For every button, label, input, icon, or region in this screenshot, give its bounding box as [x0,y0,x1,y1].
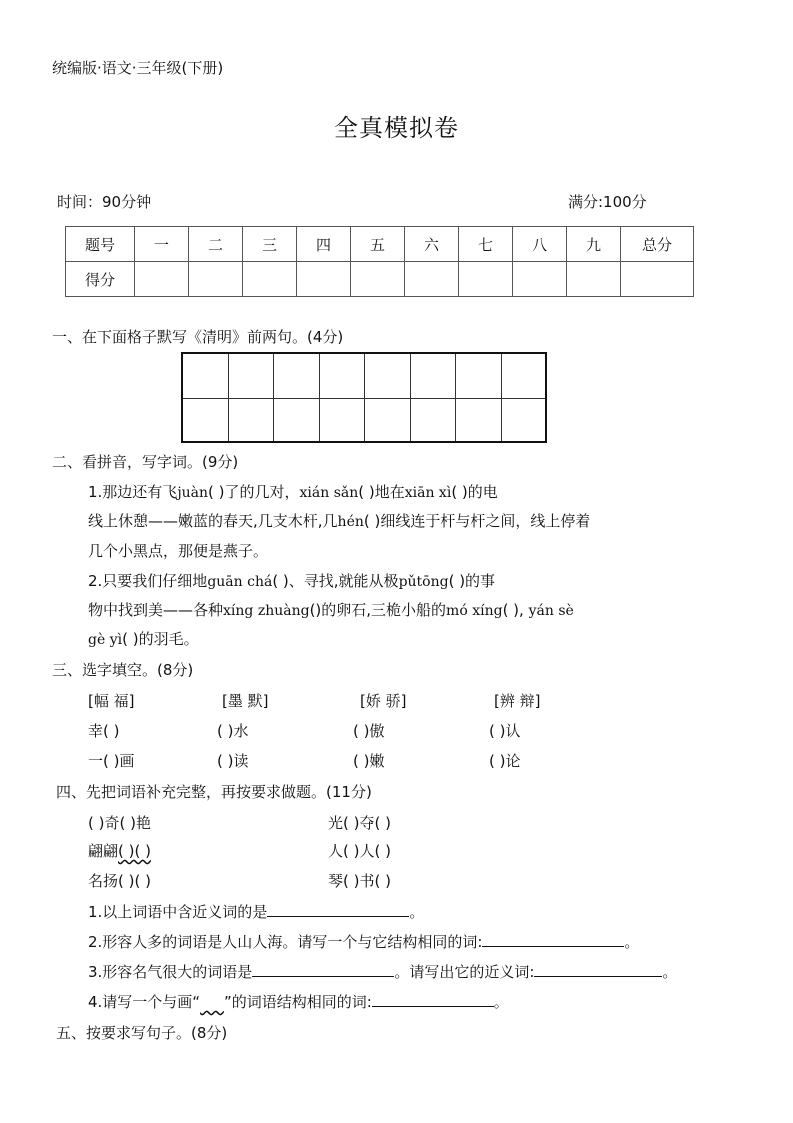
score-input-cell[interactable] [189,262,243,297]
text: 。请写出它的近义词: [394,963,535,981]
q2-passage-2-line-1 [88,570,495,591]
grid-divider [319,354,320,441]
score-input-cell[interactable] [621,262,694,297]
q3-blank[interactable]: ( )认 [489,722,521,740]
score-cell: 三 [243,227,297,262]
score-table-score-row [66,262,694,297]
score-table [65,226,694,297]
score-input-cell[interactable] [513,262,567,297]
score-cell: 九 [567,227,621,262]
pinyin: juàn [177,485,209,501]
text: 物中找到美——各种 [88,601,224,619]
answer-blank[interactable]: ( )的羽毛。 [122,630,199,648]
text: 。 [662,963,678,981]
text: 。 [409,903,425,921]
pinyin: xián sǎn [299,485,359,501]
writing-grid[interactable] [181,352,547,443]
q2-passage-1-line-1 [88,481,498,502]
q4-subquestion-4 [88,991,509,1012]
question-1-title: 一、在下面格子默写《清明》前两句。(4分) [52,328,344,346]
question-2-title: 二、看拼音，写字词。(9分) [52,453,239,471]
text: 。 [493,993,509,1011]
text: 3.形容名气很大的词语是 [88,963,253,981]
q3-char-group: [幅 福] [88,692,135,710]
pinyin: yán sè [528,603,574,619]
grid-divider [273,354,274,441]
score-cell: 二 [189,227,243,262]
answer-line[interactable] [252,962,394,977]
q2-passage-1-line-3: 几个小黑点，那便是燕子。 [88,542,269,560]
score-input-cell[interactable] [567,262,621,297]
q3-blank[interactable]: ( )读 [217,752,249,770]
page-title: 全真模拟卷 [334,114,459,142]
question-3-title: 三、选字填空。(8分) [52,661,194,679]
q2-passage-2-line-2 [88,599,574,620]
q4-idiom-blank[interactable]: 琴( )书( ) [328,872,391,890]
q4-idiom-blank[interactable]: 人( )人( ) [328,842,391,860]
q4-subquestion-1 [88,901,424,922]
score-cell: 七 [459,227,513,262]
answer-blank[interactable]: ( ), [502,601,524,619]
question-4-title: 四、先把词语补充完整，再按要求做题。(11分) [56,783,372,801]
pinyin: xíng zhuàng [223,603,310,619]
q4-subquestion-2 [88,931,639,952]
text: 。 [624,933,640,951]
q2-passage-2-line-3 [88,628,199,649]
score-cell: 五 [351,227,405,262]
q2-passage-1-line-2 [88,510,590,531]
wavy-mark [200,993,224,1011]
full-score-label: 满分:100分 [568,193,647,211]
q3-blank[interactable]: 一( )画 [88,752,135,770]
answer-blank[interactable]: ( )的事 [448,572,496,590]
q3-blank[interactable]: 幸( ) [88,722,120,740]
text: 1.以上词语中含近义词的是 [88,903,268,921]
score-cell: 题号 [66,227,135,262]
score-cell: 总分 [621,227,694,262]
answer-line[interactable] [372,992,494,1007]
score-input-cell[interactable] [351,262,405,297]
q3-char-group: [辨 辩] [494,692,541,710]
wavy-underlined-blank[interactable]: ( )( ) [118,842,151,860]
text: 2.只要我们仔细地 [88,572,208,590]
answer-blank[interactable]: ()的卵石,三桅小船的 [309,601,447,619]
answer-line[interactable] [534,962,662,977]
q3-char-group: [娇 骄] [360,692,407,710]
score-cell: 六 [405,227,459,262]
pinyin: pǔtōng [398,574,449,590]
q4-subquestion-3 [88,961,677,982]
grid-divider [455,354,456,441]
text: 1.那边还有飞 [88,483,178,501]
score-cell: 得分 [66,262,135,297]
document-header: 统编版·语文·三年级(下册) [52,59,224,77]
q4-idiom-blank[interactable]: ( )奇( )艳 [88,814,151,832]
pinyin: mó xíng [446,603,503,619]
pinyin: hén [337,514,364,530]
pinyin: guān chá [207,574,273,590]
answer-blank[interactable]: ( )、寻找,就能从极 [272,572,399,590]
score-input-cell[interactable] [297,262,351,297]
q3-blank[interactable]: ( )论 [489,752,521,770]
score-cell: 四 [297,227,351,262]
answer-blank[interactable]: ( )的电 [451,483,498,501]
q3-char-group: [墨 默] [222,692,269,710]
question-5-title: 五、按要求写句子。(8分) [56,1024,228,1042]
q4-idiom-blank[interactable]: 名扬( )( ) [88,872,151,890]
q3-blank[interactable]: ( )水 [217,722,249,740]
score-input-cell[interactable] [459,262,513,297]
score-input-cell[interactable] [135,262,189,297]
text: 4.请写一个与画“ [88,993,201,1011]
text: 线上休憩——嫩蓝的春天,几支木杆,几 [88,512,338,530]
time-label: 时间：90分钟 [57,193,152,211]
score-cell: 一 [135,227,189,262]
answer-line[interactable] [482,932,624,947]
q4-idiom-blank[interactable]: 光( )夺( ) [328,814,391,832]
pinyin: xiān xì [404,485,452,501]
score-cell: 八 [513,227,567,262]
grid-divider [364,354,365,441]
text: ”的词语结构相同的词: [223,993,372,1011]
answer-line[interactable] [267,902,409,917]
pinyin: gè yì [88,632,123,648]
q3-blank[interactable]: ( )傲 [353,722,385,740]
text: 2.形容人多的词语是人山人海。请写一个与它结构相同的词: [88,933,483,951]
grid-divider [501,354,502,441]
grid-divider [410,354,411,441]
q3-blank[interactable]: ( )嫩 [353,752,385,770]
text: 翩翩 [88,842,119,860]
answer-blank[interactable]: ( )地在 [358,483,405,501]
score-table-header-row [66,227,694,262]
score-input-cell[interactable] [405,262,459,297]
score-input-cell[interactable] [243,262,297,297]
answer-blank[interactable]: ( )细线连于杆与杆之间，线上停着 [363,512,591,530]
q4-idiom-blank[interactable] [88,840,151,861]
answer-blank[interactable]: ( )了的几对， [208,483,300,501]
grid-divider [228,354,229,441]
